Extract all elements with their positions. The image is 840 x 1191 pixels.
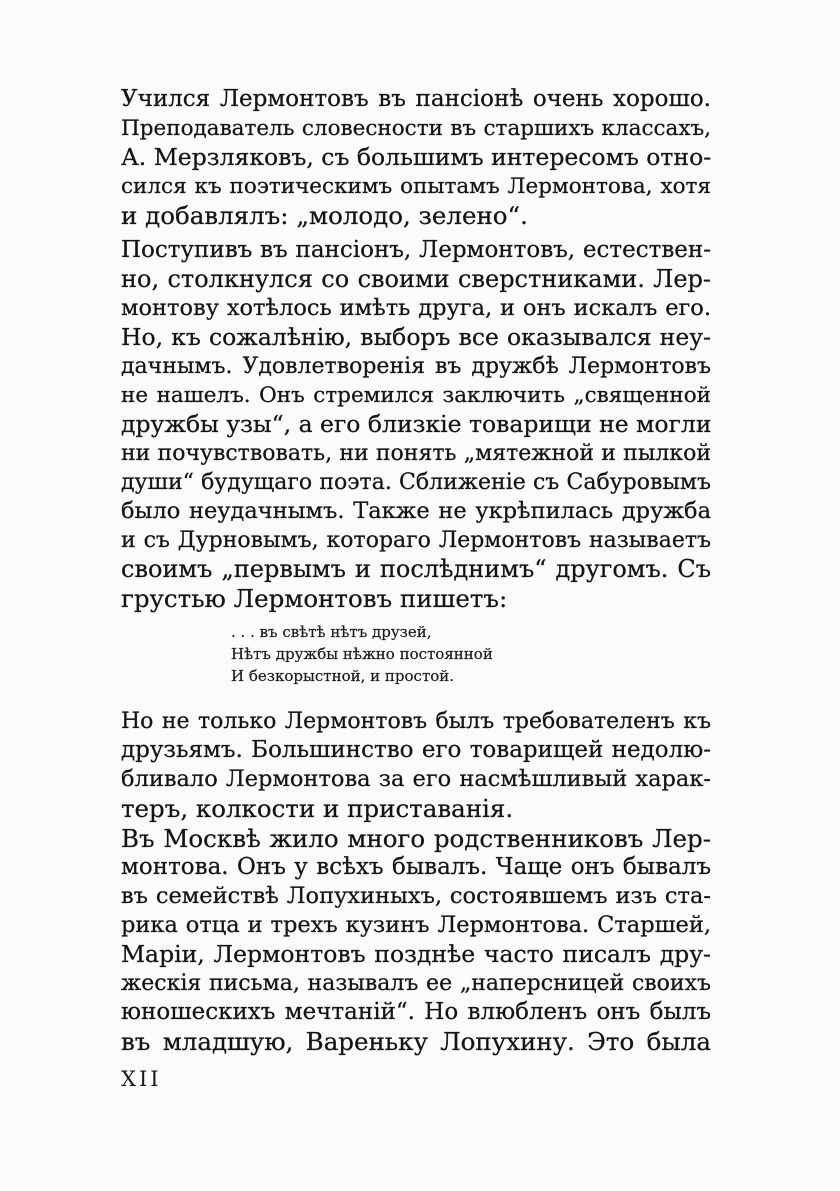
text-line: души“ будущаго поэта. Сближеніе съ Сабуровымъ — [121, 470, 711, 495]
text-line: было неудачнымъ. Также не укрѣпилась дружба — [121, 498, 711, 524]
text-line: бливало Лермонтова за его насмѣшливый харак- — [121, 766, 711, 792]
paragraph-3 — [121, 707, 711, 823]
text-line: юношескихъ мечтаній“. Но влюбленъ онъ былъ — [121, 999, 711, 1025]
text-line: и съ Дурновымъ, котораго Лермонтовъ называетъ — [121, 528, 711, 553]
text-line: и добавлялъ: „молодо, зелено“. — [121, 201, 528, 230]
paragraph-4 — [121, 824, 711, 1056]
text-line: Поступивъ въ пансіонъ, Лермонтовъ, естествен- — [121, 237, 711, 263]
text-line: грустью Лермонтовъ пишетъ: — [121, 584, 508, 613]
text-line: ни почувствовать, ни понять „мятежной и пылкой — [121, 441, 711, 466]
text-line: въ младшую, Вареньку Лопухину. Это была — [121, 1027, 711, 1056]
text-line: своимъ „первымъ и послѣднимъ“ другомъ. Съ — [121, 555, 711, 583]
text-line: дачнымъ. Удовлетворенія въ дружбѣ Лермонтовъ — [121, 354, 711, 379]
text-line: друзьямъ. Большинство его товарищей недолю- — [121, 737, 711, 763]
text-line: не нашелъ. Онъ стремился заключить „священной — [121, 383, 711, 408]
text-line: рика отца и трехъ кузинъ Лермонтова. Старшей, — [121, 912, 711, 938]
text-line: монтова. Онъ у всѣхъ бывалъ. Чаще онъ бывалъ — [121, 854, 711, 880]
paragraph-1 — [121, 85, 711, 230]
text-line: Въ Москвѣ жило много родственниковъ Лер- — [121, 824, 711, 853]
text-line: А. Мерзляковъ, съ большимъ интересомъ отно- — [121, 143, 712, 171]
text-line: Но не только Лермонтовъ былъ требователенъ къ — [121, 709, 711, 734]
paragraph-2 — [121, 236, 711, 613]
poem-line: И безкорыстной, и простой. — [231, 667, 455, 685]
text-line: но, столкнулся со своими сверстниками. Лер- — [121, 265, 711, 293]
page-number: XII — [121, 1067, 162, 1091]
text-line: монтову хотѣлось имѣть друга, и онъ искалъ его. — [121, 295, 711, 321]
poem-line: . . . въ свѣтѣ нѣтъ друзей, — [231, 623, 432, 641]
text-line: Учился Лермонтовъ въ пансіонѣ очень хорошо. — [121, 86, 711, 112]
poem-line: Нѣтъ дружбы нѣжно постоянной — [231, 645, 493, 663]
text-line: Преподаватель словесности въ старшихъ классахъ, — [121, 116, 711, 141]
text-line: сился къ поэтическимъ опытамъ Лермонтова, хотя — [121, 174, 711, 199]
text-line: дружбы узы“, а его близкіе товарищи не могли — [121, 410, 712, 438]
text-line: Но, къ сожалѣнію, выборъ все оказывался неу- — [121, 323, 711, 351]
text-line: теръ, колкости и приставанія. — [121, 794, 514, 823]
poem-quote — [231, 621, 571, 687]
text-line: Маріи, Лермонтовъ позднѣе часто писалъ дру- — [121, 940, 711, 968]
text-line: въ семействѣ Лопухиныхъ, состоявшемъ изъ ста- — [121, 883, 711, 909]
text-line: жескія письма, называлъ ее „наперсницей своихъ — [121, 971, 711, 996]
